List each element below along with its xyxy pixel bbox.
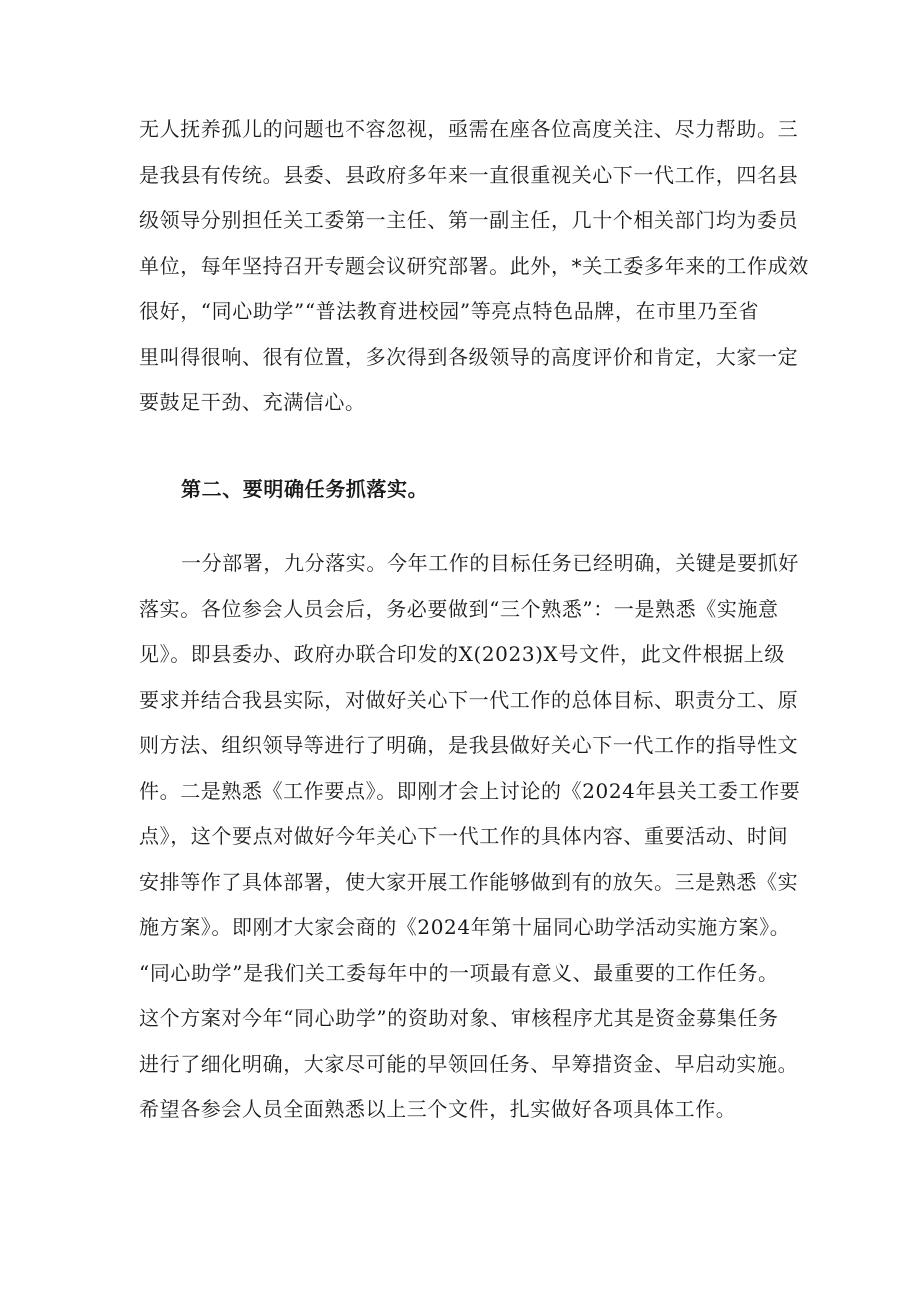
paragraph-line: 要鼓足干劲、充满信心。 (139, 390, 366, 414)
paragraph-line: 级领导分别担任关工委第一主任、第一副主任，几十个相关部门均为委员 (139, 208, 799, 232)
paragraph-line: 这个方案对今年“同心助学”的资助对象、审核程序尤其是资金募集任务 (139, 1006, 779, 1030)
paragraph-line: 无人抚养孤儿的问题也不容忽视，亟需在座各位高度关注、尽力帮助。三 (139, 117, 799, 141)
paragraph-line: 进行了细化明确，大家尽可能的早领回任务、早筹措资金、早启动实施。 (139, 1051, 799, 1076)
paragraph-line: 一分部署，九分落实。今年工作的目标任务已经明确，关键是要抓好 (181, 551, 799, 575)
paragraph-line: 单位，每年坚持召开专题会议研究部署。此外，*关工委多年来的工作成效 (139, 253, 809, 278)
section-heading-text: 第二、要明确任务抓落实。 (181, 477, 429, 501)
paragraph-line: 希望各参会人员全面熟悉以上三个文件，扎实做好各项具体工作。 (139, 1097, 737, 1121)
paragraph-line: 点》，这个要点对做好今年关心下一代工作的具体内容、重要活动、时间 (139, 824, 789, 848)
paragraph-1 (139, 107, 809, 426)
paragraph-line: 施方案》。即刚才大家会商的《2024年第十届同心助学活动实施方案》。 (139, 915, 791, 939)
paragraph-line: “同心助学”是我们关工委每年中的一项最有意义、最重要的工作任务。 (139, 960, 779, 985)
paragraph-line: 见》。即县委办、政府办联合印发的X(2023)X号文件，此文件根据上级 (139, 642, 785, 666)
paragraph-2 (139, 541, 801, 1133)
paragraph-line: 里叫得很响、很有位置，多次得到各级领导的高度评价和肯定，大家一定 (139, 344, 799, 369)
section-heading (139, 467, 789, 513)
paragraph-line: 落实。各位参会人员会后，务必要做到“三个熟悉”：一是熟悉《实施意 (139, 596, 779, 621)
paragraph-line: 安排等作了具体部署，使大家开展工作能够做到有的放矢。三是熟悉《实 (139, 869, 799, 894)
paragraph-line: 很好，“同心助学”“普法教育进校园”等亮点特色品牌，在市里乃至省 (139, 299, 760, 323)
paragraph-line: 要求并结合我县实际，对做好关心下一代工作的总体目标、职责分工、原 (139, 687, 799, 712)
paragraph-line: 则方法、组织领导等进行了明确，是我县做好关心下一代工作的指导性文 (139, 733, 799, 757)
paragraph-line: 件。二是熟悉《工作要点》。即刚才会上讨论的《2024年县关工委工作要 (139, 778, 801, 803)
paragraph-line: 是我县有传统。县委、县政府多年来一直很重视关心下一代工作，四名县 (139, 162, 799, 187)
